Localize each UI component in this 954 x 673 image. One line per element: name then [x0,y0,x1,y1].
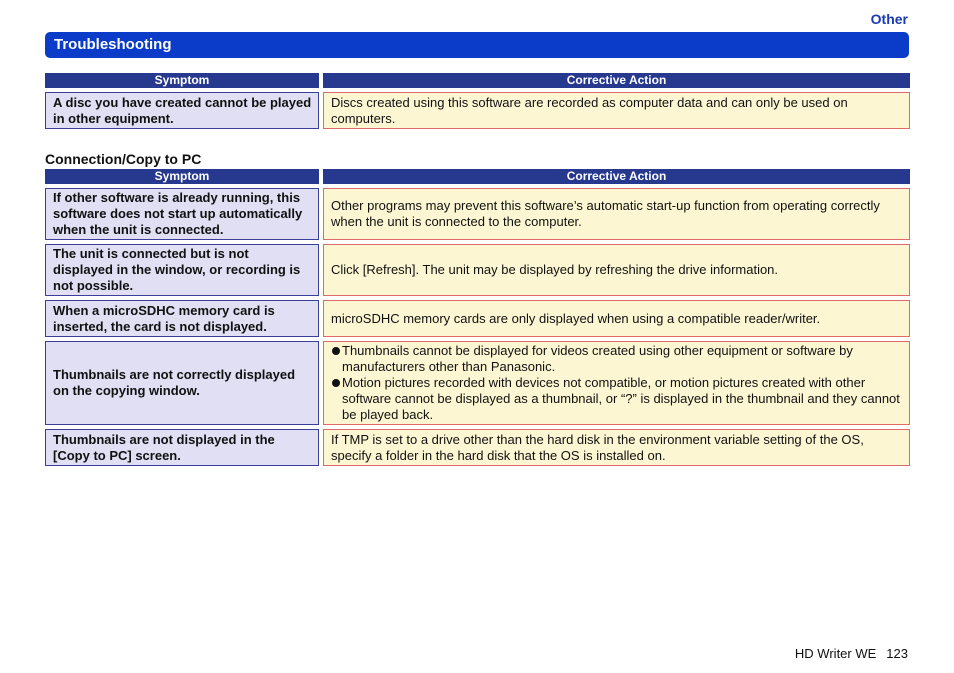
symptom-cell [45,341,319,425]
table-header [45,73,910,88]
action-cell [323,341,910,425]
bullet-item: Motion pictures recorded with devices not compatible, or motion pictures created with other software cannot be displayed as a thumbnail, or “?” is displayed in the thumbnail and they cannot be played back. [331,375,905,423]
symptom-cell [45,244,319,296]
subheading-connection: Connection/Copy to PC [45,151,202,167]
action-text: microSDHC memory cards are only displayed when using a compatible reader/writer. [331,310,821,326]
symptom-text: When a microSDHC memory card is inserted, the card is not displayed. [53,302,275,334]
symptom-text: If other software is already running, this software does not start up automatically when the unit is connected. [53,190,303,237]
symptom-header: Symptom [45,169,319,184]
action-text: Other programs may prevent this software’s automatic start-up function from operating correctly when the unit is connected to the computer. [331,198,880,229]
table-row [45,188,910,240]
action-cell [323,300,910,337]
symptom-text: The unit is connected but is not displayed in the window, or recording is not possible. [53,246,301,293]
table-header [45,169,910,184]
bullet-item: Thumbnails cannot be displayed for videos created using other equipment or software by manufacturers other than Panasonic. [331,343,905,375]
symptom-text: Thumbnails are not correctly displayed on the copying window. [53,367,296,398]
table-row [45,92,910,129]
symptom-cell [45,92,319,129]
action-cell [323,244,910,296]
corrective-action-header: Corrective Action [323,169,910,184]
table-row [45,429,910,466]
section-tag: Other [870,11,908,27]
action-cell [323,429,910,466]
action-text: Discs created using this software are recorded as computer data and can only be used on computers. [331,94,848,126]
action-bullet-list [331,343,905,423]
troubleshooting-table-general [45,73,910,129]
page-number: 123 [886,646,908,661]
corrective-action-header: Corrective Action [323,73,910,88]
symptom-header: Symptom [45,73,319,88]
page-footer [795,646,908,661]
action-text: Click [Refresh]. The unit may be displayed by refreshing the drive information. [331,262,779,277]
action-cell [323,188,910,240]
symptom-cell [45,300,319,337]
page-title: Troubleshooting [45,32,909,58]
table-row [45,300,910,337]
action-cell [323,92,910,129]
troubleshooting-table-connection [45,169,910,466]
table-row [45,341,910,425]
symptom-text: Thumbnails are not displayed in the [Copy to PC] screen. [53,431,275,463]
symptom-cell [45,429,319,466]
table-row [45,244,910,296]
symptom-cell [45,188,319,240]
product-name: HD Writer WE [794,646,877,661]
action-text: If TMP is set to a drive other than the hard disk in the environment variable setting of the OS, specify a folder in the hard disk that the OS is installed on. [331,431,864,463]
symptom-text: A disc you have created cannot be played in other equipment. [53,94,312,126]
